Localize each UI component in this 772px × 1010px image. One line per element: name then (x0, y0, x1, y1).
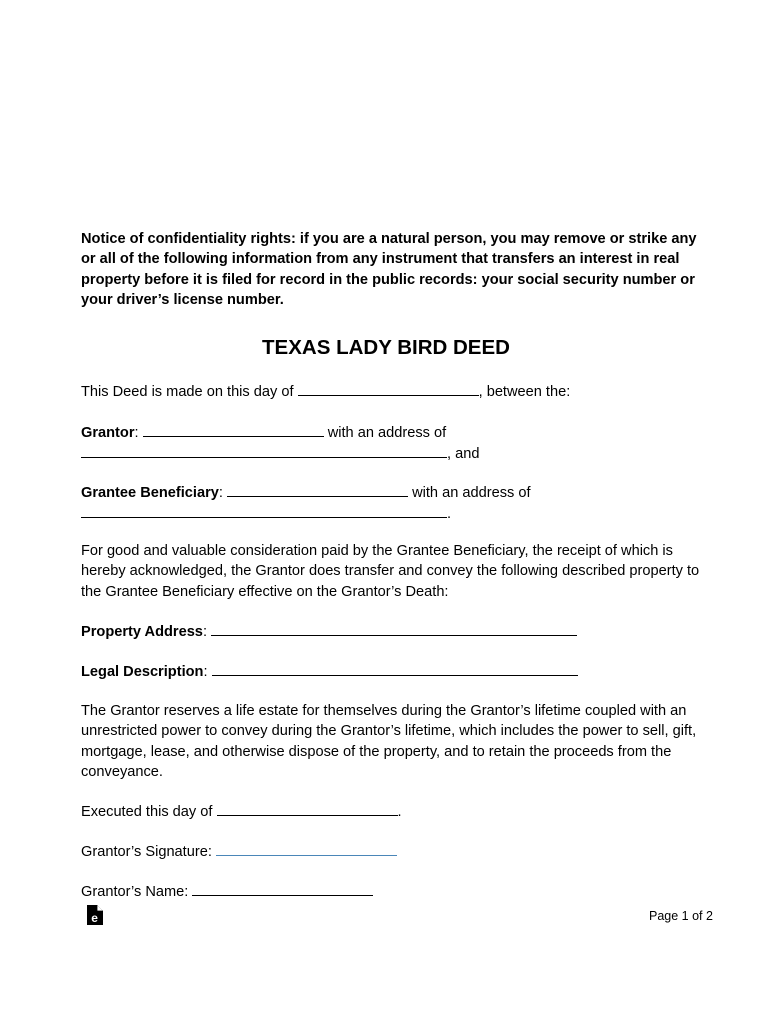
svg-text:e: e (91, 911, 98, 925)
grantee-address-field[interactable] (81, 503, 447, 518)
legal-description-line (81, 661, 701, 682)
document-title: TEXAS LADY BIRD DEED (262, 336, 510, 359)
page-number: Page 1 of 2 (649, 909, 713, 923)
grantee-address-label: with an address of (412, 485, 531, 501)
executed-line (81, 801, 701, 822)
property-address-field[interactable] (211, 621, 577, 636)
signature-field[interactable] (216, 841, 397, 856)
consideration-paragraph: For good and valuable consideration paid by the Grantee Beneficiary, the receipt of which is hereby acknowledged, the Grantor does transfer and convey the following described property to the Grantee Beneficiary effective on the Grantor’s Death: (81, 543, 700, 600)
document-body (81, 229, 701, 900)
life-estate-paragraph: The Grantor reserves a life estate for themselves during the Grantor’s lifetime coupled with an unrestricted power to convey during the Grantor’s lifetime, which includes the power to sell, gift, mortgage, lease, and otherwise dispose of the property, and to retain the proceeds from the conveyance. (81, 703, 697, 781)
executed-date-field[interactable] (217, 801, 398, 816)
grantor-address-suffix: , and (447, 446, 480, 463)
deed-date-line (81, 381, 701, 402)
deed-date-field[interactable] (298, 381, 479, 396)
grantor-line (81, 422, 701, 465)
property-address-line (81, 621, 701, 642)
grantee-name-field[interactable] (227, 482, 408, 497)
grantee-line (81, 482, 701, 525)
executed-suffix: . (397, 804, 402, 820)
executed-prefix: Executed this day of (81, 804, 213, 820)
legal-description-colon: : (203, 664, 208, 680)
grantor-name-field[interactable] (143, 422, 324, 437)
document-e-icon (86, 904, 104, 926)
deed-date-suffix: , between the: (478, 384, 571, 400)
grantor-label: Grantor (81, 425, 135, 441)
property-address-label: Property Address (81, 624, 203, 640)
confidentiality-notice: Notice of confidentiality rights: if you are a natural person, you may remove or strike any or all of the following information from any instrument that transfers an interest in real property before it is filed for record in the public records: your social security number or your driver’s license number. (81, 231, 697, 309)
grantor-address-field[interactable] (81, 443, 447, 458)
legal-description-label: Legal Description (81, 664, 204, 680)
grantor-printed-name-field[interactable] (192, 881, 373, 896)
legal-description-field[interactable] (212, 661, 578, 676)
grantee-label: Grantee Beneficiary (81, 485, 219, 501)
property-address-colon: : (202, 624, 207, 640)
deed-date-prefix: This Deed is made on this day of (81, 384, 294, 400)
grantor-name-label: Grantor’s Name: (81, 884, 189, 900)
grantor-name-line (81, 881, 701, 902)
grantor-colon: : (134, 425, 139, 441)
signature-line (81, 841, 701, 862)
signature-label: Grantor’s Signature: (81, 844, 212, 860)
grantor-address-label: with an address of (327, 425, 447, 441)
grantee-colon: : (218, 485, 223, 501)
grantee-address-suffix: . (447, 506, 452, 523)
